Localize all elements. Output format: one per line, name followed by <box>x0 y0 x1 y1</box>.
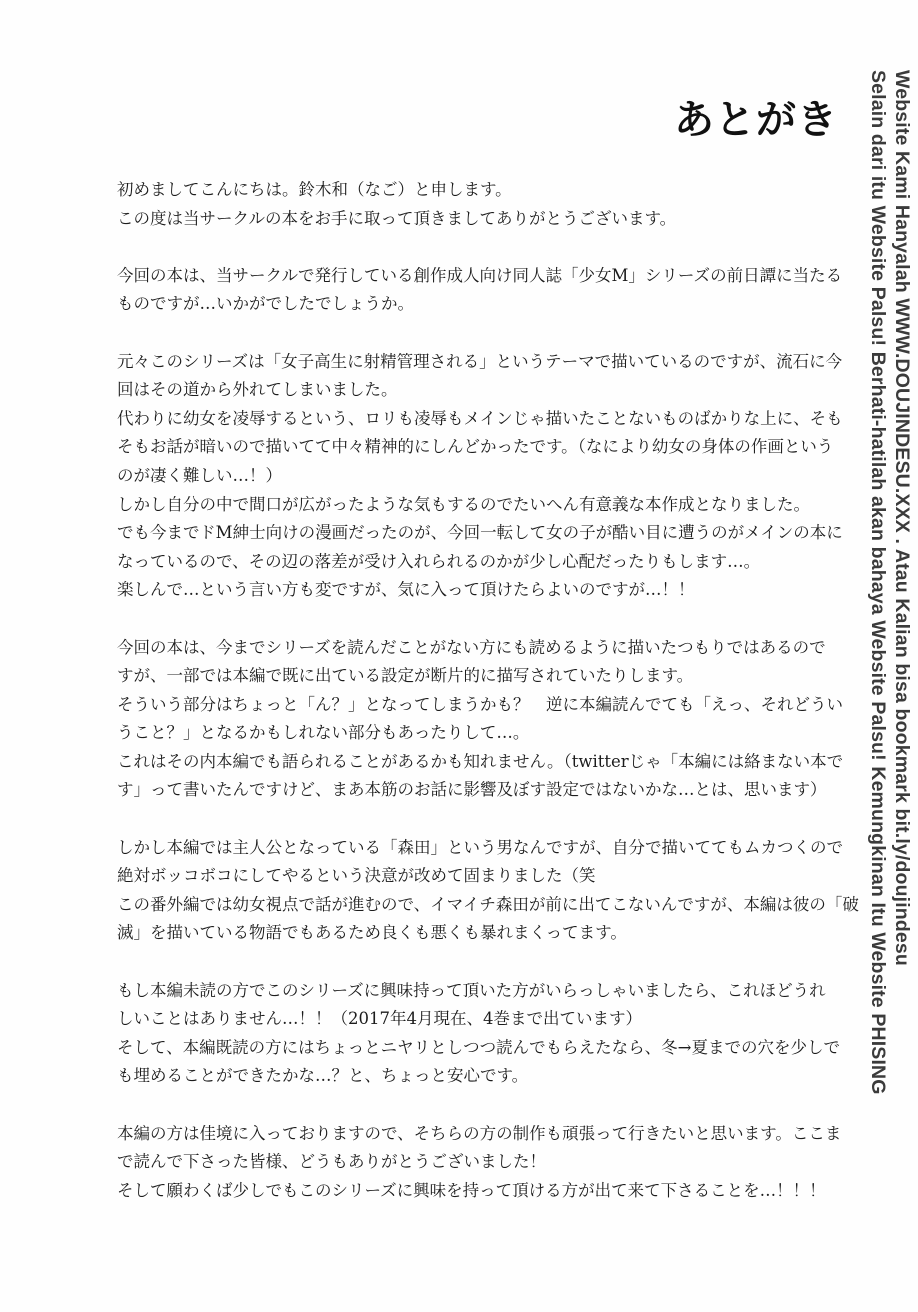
text-line: 本編の方は佳境に入っておりますので、そちらの方の制作も頑張って行きたいと思います。ここま <box>117 1123 842 1143</box>
text-line: そして、本編既読の方にはちょっとニヤリとしつつ読んでもらえたなら、冬→夏までの穴を少しで <box>117 1037 840 1057</box>
text-line: で読んで下さった皆様、どうもありがとうございました！ <box>117 1152 546 1172</box>
text-line: すが、一部では本編で既に出ている設定が断片的に描写されていたりします。 <box>117 666 694 686</box>
text-line: うこと？」となるかもしれない部分もあったりして…。 <box>117 723 530 743</box>
paragraph-morita <box>117 834 859 948</box>
text-line: この度は当サークルの本をお手に取って頂きましてありがとうございます。 <box>117 208 677 228</box>
paragraph-series-note <box>117 634 844 806</box>
text-line: しいことはありません…！！（2017年4月現在、4巻まで出ています） <box>117 1009 642 1029</box>
text-line: 滅」を描いている物語でもあるため良くも悪くも暴れまくってます。 <box>117 923 627 943</box>
text-line: なっているので、その辺の落差が受け入れられるのかが少し心配だったりもします…。 <box>117 551 761 571</box>
text-line: これはその内本編でも語られることがあるかも知れません。（twitterじゃ「本編には絡まない本で <box>117 751 844 771</box>
text-line: ものですが…いかがでしたでしょうか。 <box>117 294 414 314</box>
paragraph-theme <box>117 348 843 605</box>
text-line: も埋めることができたかな…？と、ちょっと安心です。 <box>117 1066 529 1086</box>
afterword-body <box>117 176 859 1234</box>
text-line: この番外編では幼女視点で話が進むので、イマイチ森田が前に出てこないんですが、本編は彼の「破 <box>117 894 859 914</box>
paragraph-closing <box>117 1120 842 1206</box>
text-line: す」って書いたんですけど、まあ本筋のお話に影響及ぼす設定ではないかな…とは、思います） <box>117 780 827 800</box>
vertical-watermark <box>862 70 918 1250</box>
paragraph-greeting <box>117 176 817 233</box>
text-line: でも今までドM紳士向けの漫画だったのが、今回一転して女の子が酷い目に遭うのがメインの本に <box>117 523 843 543</box>
text-line: しかし自分の中で間口が広がったような気もするのでたいへん有意義な本作成となりました。 <box>117 494 810 514</box>
text-line: 初めましてこんにちは。鈴木和（なご）と申します。 <box>117 180 512 199</box>
text-line: 回はその道から外れてしまいました。 <box>117 380 398 400</box>
text-line: もし本編未読の方でこのシリーズに興味持って頂いた方がいらっしゃいましたら、これほどうれ <box>117 980 826 1000</box>
text-line: のが凄く難しい…！） <box>117 465 282 485</box>
text-line: 今回の本は、当サークルで発行している創作成人向け同人誌「少女M」シリーズの前日譚に当たる <box>117 265 843 285</box>
text-line: 今回の本は、今までシリーズを読んだことがない方にも読めるように描いたつもりではあるので <box>117 637 826 657</box>
text-line: そして願わくば少しでもこのシリーズに興味を持って頂ける方が出て来て下さることを…！！！ <box>117 1180 826 1200</box>
watermark-line-1: Website Kami Hanyalah WWW.DOUJINDESU.XXX . Atau Kalian bisa bookmark bit.ly/doujindesu <box>891 70 913 966</box>
text-line: しかし本編では主人公となっている「森田」という男なんですが、自分で描いててもムカつくので <box>117 837 843 857</box>
text-line: そういう部分はちょっと「ん？」となってしまうかも？ 逆に本編読んでても「えっ、それどうい <box>117 694 843 714</box>
text-line: そもお話が暗いので描いてて中々精神的にしんどかったです。（なにより幼女の身体の作画という <box>117 437 834 457</box>
page-title: あとがき <box>674 97 838 143</box>
paragraph-readers <box>117 977 840 1091</box>
text-line: 楽しんで…という言い方も変ですが、気に入って頂けたらよいのですが…！！ <box>117 580 695 600</box>
text-line: 代わりに幼女を凌辱するという、ロリも凌辱もメインじゃ描いたことないものばかりな上に、そも <box>117 408 843 428</box>
paragraph-intro <box>117 262 843 319</box>
text-line: 元々このシリーズは「女子高生に射精管理される」というテーマで描いているのですが、流石に今 <box>117 351 843 371</box>
watermark-line-2: Selain dari itu Website Palsu! Berhati-hatilah akan bahaya Website Palsu! Kemungkinan Itu Website PHISING <box>867 70 889 1095</box>
text-line: 絶対ボッコボコにしてやるという決意が改めて固まりました（笑 <box>117 866 596 886</box>
